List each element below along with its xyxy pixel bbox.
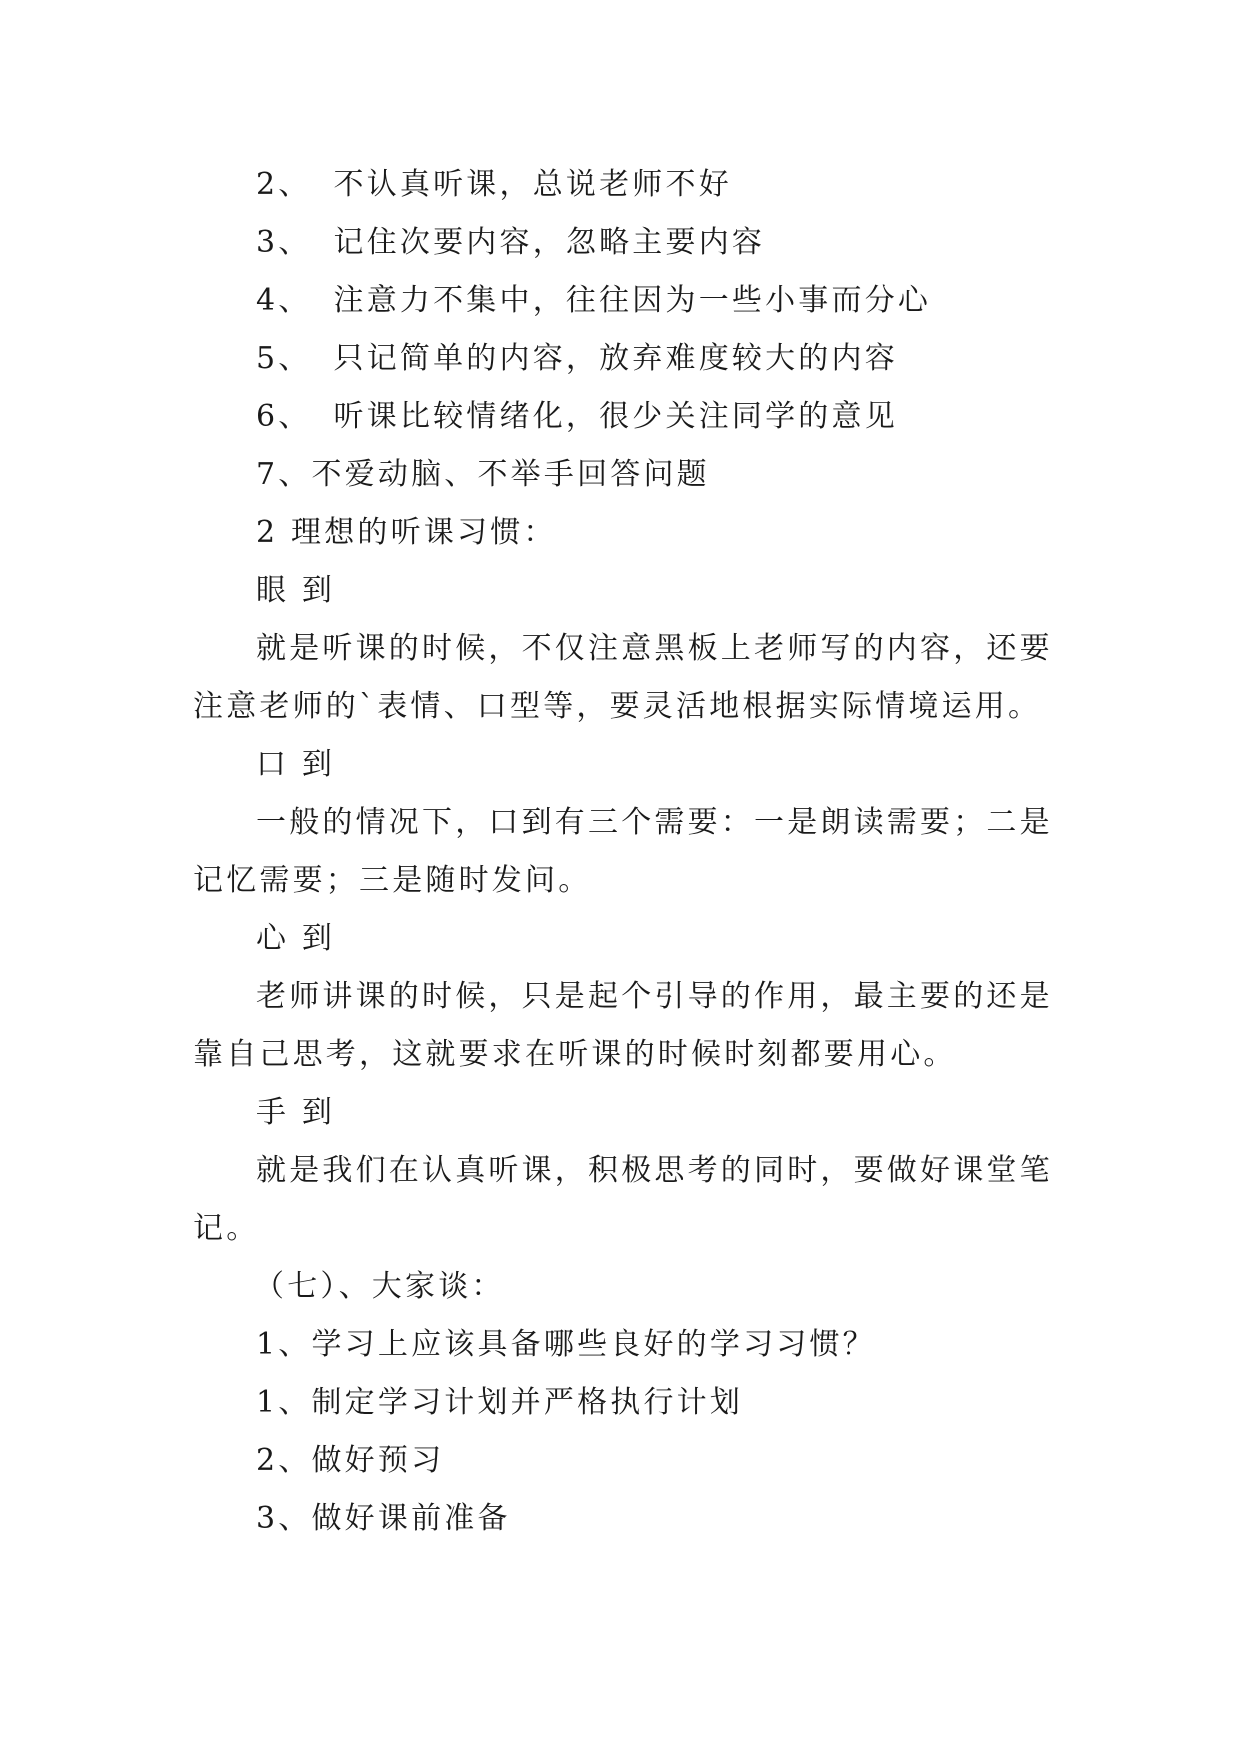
heart-paragraph-line-1: 老师讲课的时候，只是起个引导的作用，最主要的还是	[256, 979, 1053, 1014]
eye-title: 眼 到	[256, 573, 336, 608]
hand-title: 手 到	[256, 1095, 336, 1130]
list-item-7: 7、不爱动脑、不举手回答问题	[256, 457, 710, 492]
eye-paragraph-line-2: 注意老师的`表情、口型等，要灵活地根据实际情境运用。	[193, 689, 1042, 724]
discussion-question: 1、学习上应该具备哪些良好的学习习惯？	[256, 1327, 876, 1362]
mouth-paragraph-line-2: 记忆需要；三是随时发问。	[193, 863, 592, 898]
list-item	[256, 339, 898, 379]
list-number: 6、	[256, 399, 312, 434]
list-text: 注意力不集中，往往因为一些小事而分心	[333, 283, 932, 318]
list-item	[256, 397, 898, 437]
list-item	[256, 223, 765, 263]
hand-paragraph-line-2: 记。	[193, 1211, 260, 1246]
list-number: 3、	[256, 225, 312, 260]
heart-title: 心 到	[256, 921, 336, 956]
discussion-answer: 1、制定学习计划并严格执行计划	[256, 1385, 744, 1420]
hand-paragraph-line-1: 就是我们在认真听课，积极思考的同时，要做好课堂笔	[256, 1153, 1053, 1188]
list-text: 不认真听课，总说老师不好	[333, 167, 732, 202]
list-number: 5、	[256, 341, 312, 376]
list-text: 记住次要内容，忽略主要内容	[333, 225, 766, 260]
discussion-answer: 2、做好预习	[256, 1443, 445, 1478]
list-text: 听课比较情绪化，很少关注同学的意见	[333, 399, 898, 434]
mouth-title: 口 到	[256, 747, 336, 782]
list-number: 4、	[256, 283, 312, 318]
section-heading-ideal-habits: 2 理想的听课习惯：	[256, 515, 557, 550]
list-item	[256, 281, 931, 321]
mouth-paragraph-line-1: 一般的情况下，口到有三个需要：一是朗读需要；二是	[256, 805, 1053, 840]
list-number: 2、	[256, 167, 312, 202]
discussion-answer: 3、做好课前准备	[256, 1501, 511, 1536]
heart-paragraph-line-2: 靠自己思考，这就要求在听课的时候时刻都要用心。	[193, 1037, 957, 1072]
list-text: 只记简单的内容，放弃难度较大的内容	[333, 341, 898, 376]
discussion-heading: （七）、大家谈：	[254, 1269, 505, 1304]
eye-paragraph-line-1: 就是听课的时候，不仅注意黑板上老师写的内容，还要	[256, 631, 1053, 666]
list-item	[256, 165, 732, 205]
